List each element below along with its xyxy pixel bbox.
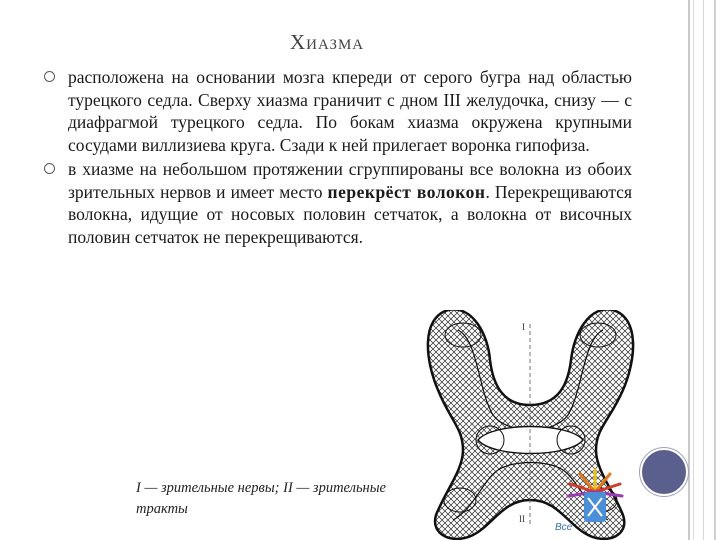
bullet-list [42, 66, 632, 248]
bullet-item [42, 158, 632, 248]
slide-title: Хиазма [290, 30, 365, 54]
frame-line [714, 0, 716, 540]
figure-label-bottom: II [519, 514, 525, 524]
figure-label-top: I [522, 322, 525, 332]
bullet-text: расположена на основании мозга кпереди от серого бугра над областью турецкого седла. Сверху хиазма граничит с дном III желудочка, снизу — с диафрагмой турецкого седла. По бокам хиазма окружена крупными сосудами виллизиева круга. Сзади к ней прилегает воронка гипофиза. [68, 67, 632, 155]
frame-line [688, 0, 690, 540]
frame-line [693, 0, 694, 540]
frame-line [703, 0, 704, 540]
bullet-text: в хиазме на небольшом протяжении сгруппированы все волокна из обоих зрительных нервов и имеет место [68, 159, 632, 202]
decorative-circle [640, 448, 688, 496]
bullet-text: . Перекрещиваются волокна, идущие от носовых половин сетчаток, а волокна от височных половин сетчаток не перекрещиваются. [68, 181, 632, 247]
bullet-bold-term: перекрёст волокон [327, 181, 486, 202]
logo-text: Все [555, 522, 573, 533]
bullet-icon [44, 163, 55, 174]
bullet-icon [44, 71, 55, 82]
figure-caption: I — зрительные нервы; II — зрительные тракты [136, 480, 386, 517]
bullet-item [42, 66, 632, 156]
